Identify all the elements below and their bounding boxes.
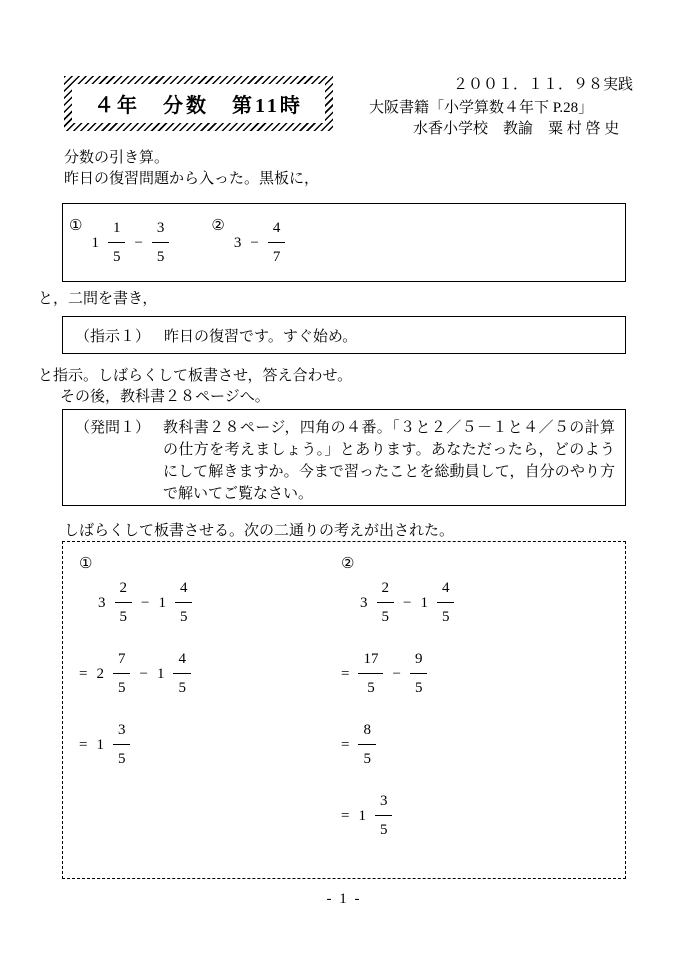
- fraction-denominator: 5: [441, 609, 450, 625]
- practice-date: ２００１．１１．９８実践: [453, 77, 634, 93]
- fraction-denominator: 5: [117, 680, 126, 696]
- minus-sign: −: [139, 665, 148, 682]
- whole-number: 1: [96, 736, 104, 753]
- fraction-denominator: 5: [381, 609, 389, 625]
- fraction-numerator: 1: [108, 218, 126, 243]
- fraction: [113, 649, 131, 698]
- minus-sign: −: [403, 594, 412, 611]
- whole-number: 1: [158, 594, 166, 611]
- instruction-1-text: 昨日の復習です。すぐ始め。: [164, 328, 358, 345]
- fraction: [437, 578, 455, 627]
- solution-2-step-1: [341, 578, 454, 627]
- narration-after-instruction: と指示。しばらくして板書させ，答え合わせ。: [38, 368, 353, 384]
- fraction-denominator: 5: [119, 609, 127, 625]
- narration-before-work: しばらくして板書させる。次の二通りの考えが出された。: [64, 523, 455, 539]
- fraction-numerator: 4: [173, 649, 191, 674]
- fraction-numerator: 17: [358, 649, 383, 674]
- equals-sign: =: [341, 665, 350, 682]
- fraction-denominator: 5: [367, 680, 375, 696]
- page-number: - 1 -: [326, 891, 362, 907]
- fraction-denominator: 5: [178, 680, 186, 696]
- fraction: [173, 649, 191, 698]
- fraction-numerator: 4: [175, 578, 193, 603]
- narration-after-board: と，二問を書き，: [38, 291, 158, 307]
- equals-sign: =: [79, 665, 88, 682]
- minus-sign: −: [250, 234, 259, 251]
- fraction: [410, 649, 428, 698]
- fraction-numerator: 3: [375, 791, 393, 816]
- equals-sign: =: [341, 807, 350, 824]
- school-and-teacher: 水香小学校 教諭 粟 村 啓 史: [413, 121, 620, 137]
- minus-sign: −: [392, 665, 401, 682]
- instruction-1: [63, 317, 625, 353]
- whole-number: 3: [360, 594, 368, 611]
- fraction-numerator: 4: [437, 578, 455, 603]
- problem-2: [211, 218, 285, 267]
- textbook-reference: 大阪書籍「小学算数４年下 P.28」: [369, 100, 594, 116]
- fraction: [358, 720, 376, 769]
- fraction-numerator: 9: [410, 649, 428, 674]
- question-1-text: 教科書２８ページ，四角の４番。「３と２／５－１と４／５の計算の仕方を考えましょう。」とあります。あなただったら，どのようにして解きますか。今まで習ったことを総動員して，自分のやり方で解いてご覧なさい。: [163, 420, 615, 502]
- whole-number: 1: [358, 807, 366, 824]
- fraction: [377, 578, 395, 627]
- problem-1-number: ①: [69, 218, 83, 234]
- fraction-denominator: 5: [379, 822, 388, 838]
- solution-2-step-2: [341, 649, 454, 698]
- question-1-box: [62, 409, 626, 506]
- fraction-numerator: 4: [268, 218, 286, 243]
- problem-1: [69, 218, 169, 267]
- question-1-label: （発問１）: [75, 420, 151, 436]
- fraction-denominator: 5: [363, 751, 371, 767]
- solution-2-number: ②: [341, 556, 355, 572]
- solution-1-step-3: [79, 720, 192, 769]
- fraction-denominator: 5: [112, 249, 121, 265]
- intro-line-2: 昨日の復習問題から入った。黒板に，: [64, 171, 320, 187]
- instruction-1-box: [62, 316, 626, 354]
- whole-number: 2: [96, 665, 104, 682]
- fraction: [152, 218, 170, 267]
- equals-sign: =: [79, 736, 88, 753]
- fraction-denominator: 5: [156, 249, 165, 265]
- problem-1-whole: 1: [91, 234, 99, 251]
- whole-number: 1: [156, 665, 165, 682]
- fraction-numerator: 2: [377, 578, 395, 603]
- fraction-denominator: 5: [179, 609, 188, 625]
- student-solution-1: [79, 554, 192, 791]
- whole-number: 3: [98, 594, 106, 611]
- solution-1-number: ①: [79, 556, 93, 572]
- fraction-denominator: 5: [414, 680, 423, 696]
- fraction-numerator: 2: [115, 578, 133, 603]
- student-solution-2: [341, 554, 454, 862]
- solution-1-step-2: [79, 649, 192, 698]
- student-work-box: [62, 541, 626, 879]
- problem-2-number: ②: [211, 218, 225, 234]
- fraction-denominator: 5: [117, 751, 126, 767]
- intro-line-1: 分数の引き算。: [64, 150, 170, 166]
- fraction: [375, 791, 393, 840]
- blackboard-problems: [63, 204, 625, 281]
- solution-1-step-1: [79, 578, 192, 627]
- blackboard-problems-box: [62, 203, 626, 282]
- whole-number: 1: [420, 594, 428, 611]
- fraction: [115, 578, 133, 627]
- fraction: [175, 578, 193, 627]
- instruction-1-label: （指示１）: [75, 328, 151, 345]
- minus-sign: −: [134, 234, 143, 251]
- fraction: [358, 649, 383, 698]
- fraction-numerator: 8: [358, 720, 376, 745]
- lesson-title-frame: [64, 76, 333, 131]
- question-1: [63, 410, 625, 512]
- fraction-numerator: 3: [152, 218, 170, 243]
- solution-2-step-4: [341, 791, 454, 840]
- equals-sign: =: [341, 736, 350, 753]
- lesson-title: ４年 分数 第11時: [72, 84, 325, 123]
- fraction: [113, 720, 131, 769]
- narration-next-page: その後，教科書２８ページへ。: [60, 389, 270, 405]
- problem-2-whole: 3: [233, 234, 242, 251]
- minus-sign: −: [141, 594, 150, 611]
- fraction-denominator: 7: [272, 249, 281, 265]
- solution-2-step-3: [341, 720, 454, 769]
- fraction-numerator: 7: [113, 649, 131, 674]
- fraction-numerator: 3: [113, 720, 131, 745]
- fraction: [108, 218, 126, 267]
- fraction: [268, 218, 286, 267]
